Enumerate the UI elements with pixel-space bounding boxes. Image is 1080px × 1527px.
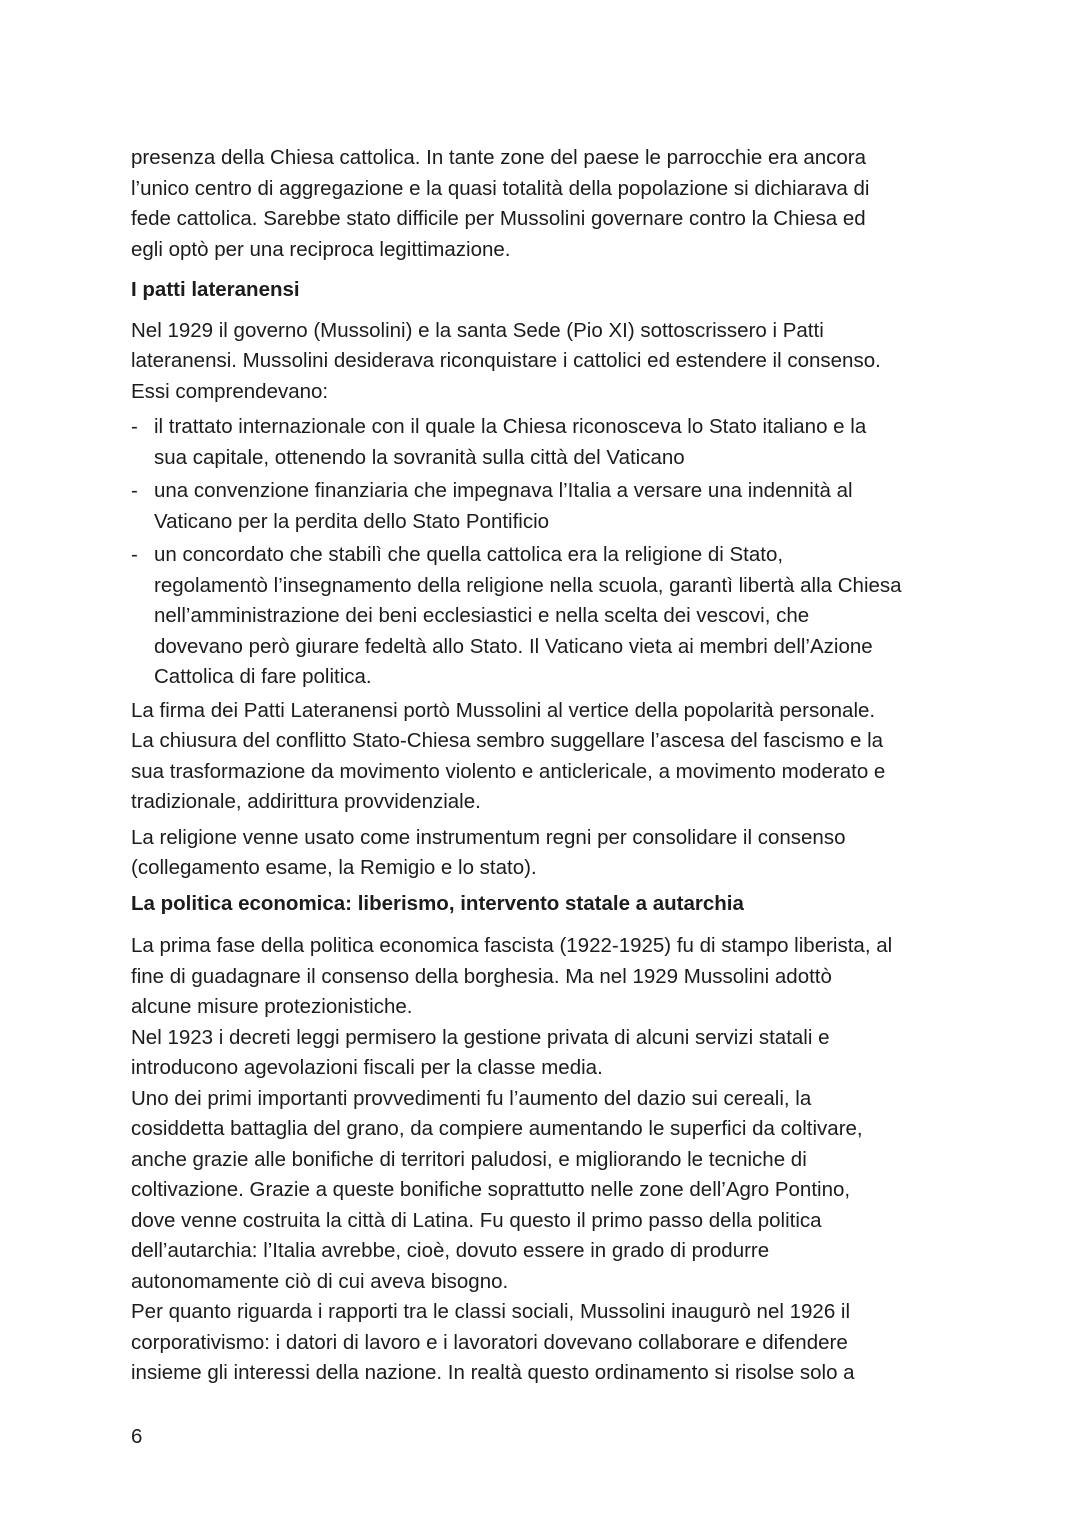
list-item <box>131 476 961 537</box>
list-item <box>131 540 961 693</box>
text-line: alcune misure protezionistiche. <box>131 995 413 1018</box>
paragraph-patti <box>131 316 961 408</box>
paragraph-religione <box>131 823 961 884</box>
text-line: tradizionale, addirittura provvidenziale. <box>131 790 481 813</box>
paragraph-intro <box>131 143 961 265</box>
section-heading-patti: I patti lateranensi <box>131 278 300 301</box>
text-line: egli optò per una reciproca legittimazione. <box>131 237 511 261</box>
text-line: sua capitale, ottenendo la sovranità sulla città del Vaticano <box>154 445 685 469</box>
list-item <box>131 412 961 473</box>
text-line: autonomamente ciò di cui aveva bisogno. <box>131 1269 509 1293</box>
text-line: fine di guadagnare il consenso della borghesia. Ma nel 1929 Mussolini adottò <box>131 964 832 988</box>
text-line: un concordato che stabilì che quella cattolica era la religione di Stato, <box>154 543 784 566</box>
paragraph-economia <box>131 931 961 1389</box>
text-line: il trattato internazionale con il quale la Chiesa riconosceva lo Stato italiano e la <box>154 415 867 438</box>
text-line: cosiddetta battaglia del grano, da compiere aumentando le superfici da coltivare, <box>131 1117 863 1140</box>
text-line: La prima fase della politica economica fascista (1922-1925) fu di stampo liberista, al <box>131 934 893 957</box>
text-line: una convenzione finanziaria che impegnava l’Italia a versare una indennità al <box>154 479 853 502</box>
text-line: Uno dei primi importanti provvedimenti fu l’aumento del dazio sui cereali, la <box>131 1086 812 1110</box>
text-line: presenza della Chiesa cattolica. In tante zone del paese le parrocchie era ancora <box>131 146 867 169</box>
text-line: corporativismo: i datori di lavoro e i lavoratori dovevano collaborare e difendere <box>131 1330 848 1354</box>
text-line: Cattolica di fare politica. <box>154 665 372 688</box>
text-line: introducono agevolazioni fiscali per la classe media. <box>131 1056 603 1079</box>
text-line: Per quanto riguarda i rapporti tra le classi sociali, Mussolini inaugurò nel 1926 il <box>131 1300 851 1323</box>
section-heading-economia: La politica economica: liberismo, intervento statale a autarchia <box>131 891 744 915</box>
text-line: fede cattolica. Sarebbe stato difficile per Mussolini governare contro la Chiesa ed <box>131 207 866 230</box>
list-dash: - <box>131 479 138 502</box>
list-dash: - <box>131 415 138 438</box>
text-line: dove venne costruita la città di Latina. Fu questo il primo passo della politica <box>131 1208 822 1232</box>
text-line: Vaticano per la perdita dello Stato Pontificio <box>154 509 550 533</box>
document-page <box>131 143 961 1389</box>
text-line: La chiusura del conflitto Stato-Chiesa sembro suggellare l’ascesa del fascismo e la <box>131 729 884 752</box>
paragraph-firma <box>131 696 961 818</box>
text-line: nell’amministrazione dei beni ecclesiastici e nella scelta dei vescovi, che <box>154 604 810 627</box>
text-line: l’unico centro di aggregazione e la quasi totalità della popolazione si dichiarava di <box>131 176 870 200</box>
text-line: La religione venne usato come instrumentum regni per consolidare il consenso <box>131 825 846 849</box>
text-line: insieme gli interessi della nazione. In realtà questo ordinamento si risolse solo a <box>131 1361 855 1384</box>
text-line: coltivazione. Grazie a queste bonifiche soprattutto nelle zone dell’Agro Pontino, <box>131 1178 851 1201</box>
page-number: 6 <box>131 1425 143 1448</box>
list-dash: - <box>131 543 138 566</box>
patti-list <box>131 412 961 693</box>
text-line: Essi comprendevano: <box>131 379 329 403</box>
text-line: lateranensi. Mussolini desiderava riconquistare i cattolici ed estendere il consenso. <box>131 349 881 372</box>
text-line: regolamentò l’insegnamento della religione nella scuola, garantì libertà alla Chiesa <box>154 573 902 597</box>
text-line: sua trasformazione da movimento violento e anticlericale, a movimento moderato e <box>131 759 886 783</box>
text-line: Nel 1929 il governo (Mussolini) e la santa Sede (Pio XI) sottoscrissero i Patti <box>131 318 824 342</box>
text-line: anche grazie alle bonifiche di territori paludosi, e migliorando le tecniche di <box>131 1147 807 1171</box>
text-line: dell’autarchia: l’Italia avrebbe, cioè, dovuto essere in grado di produrre <box>131 1239 770 1262</box>
text-line: Nel 1923 i decreti leggi permisero la gestione privata di alcuni servizi statali e <box>131 1025 830 1049</box>
text-line: La firma dei Patti Lateranensi portò Mussolini al vertice della popolarità personale. <box>131 698 876 722</box>
text-line: (collegamento esame, la Remigio e lo stato). <box>131 856 537 879</box>
text-line: dovevano però giurare fedeltà allo Stato. Il Vaticano vieta ai membri dell’Azione <box>154 634 873 658</box>
